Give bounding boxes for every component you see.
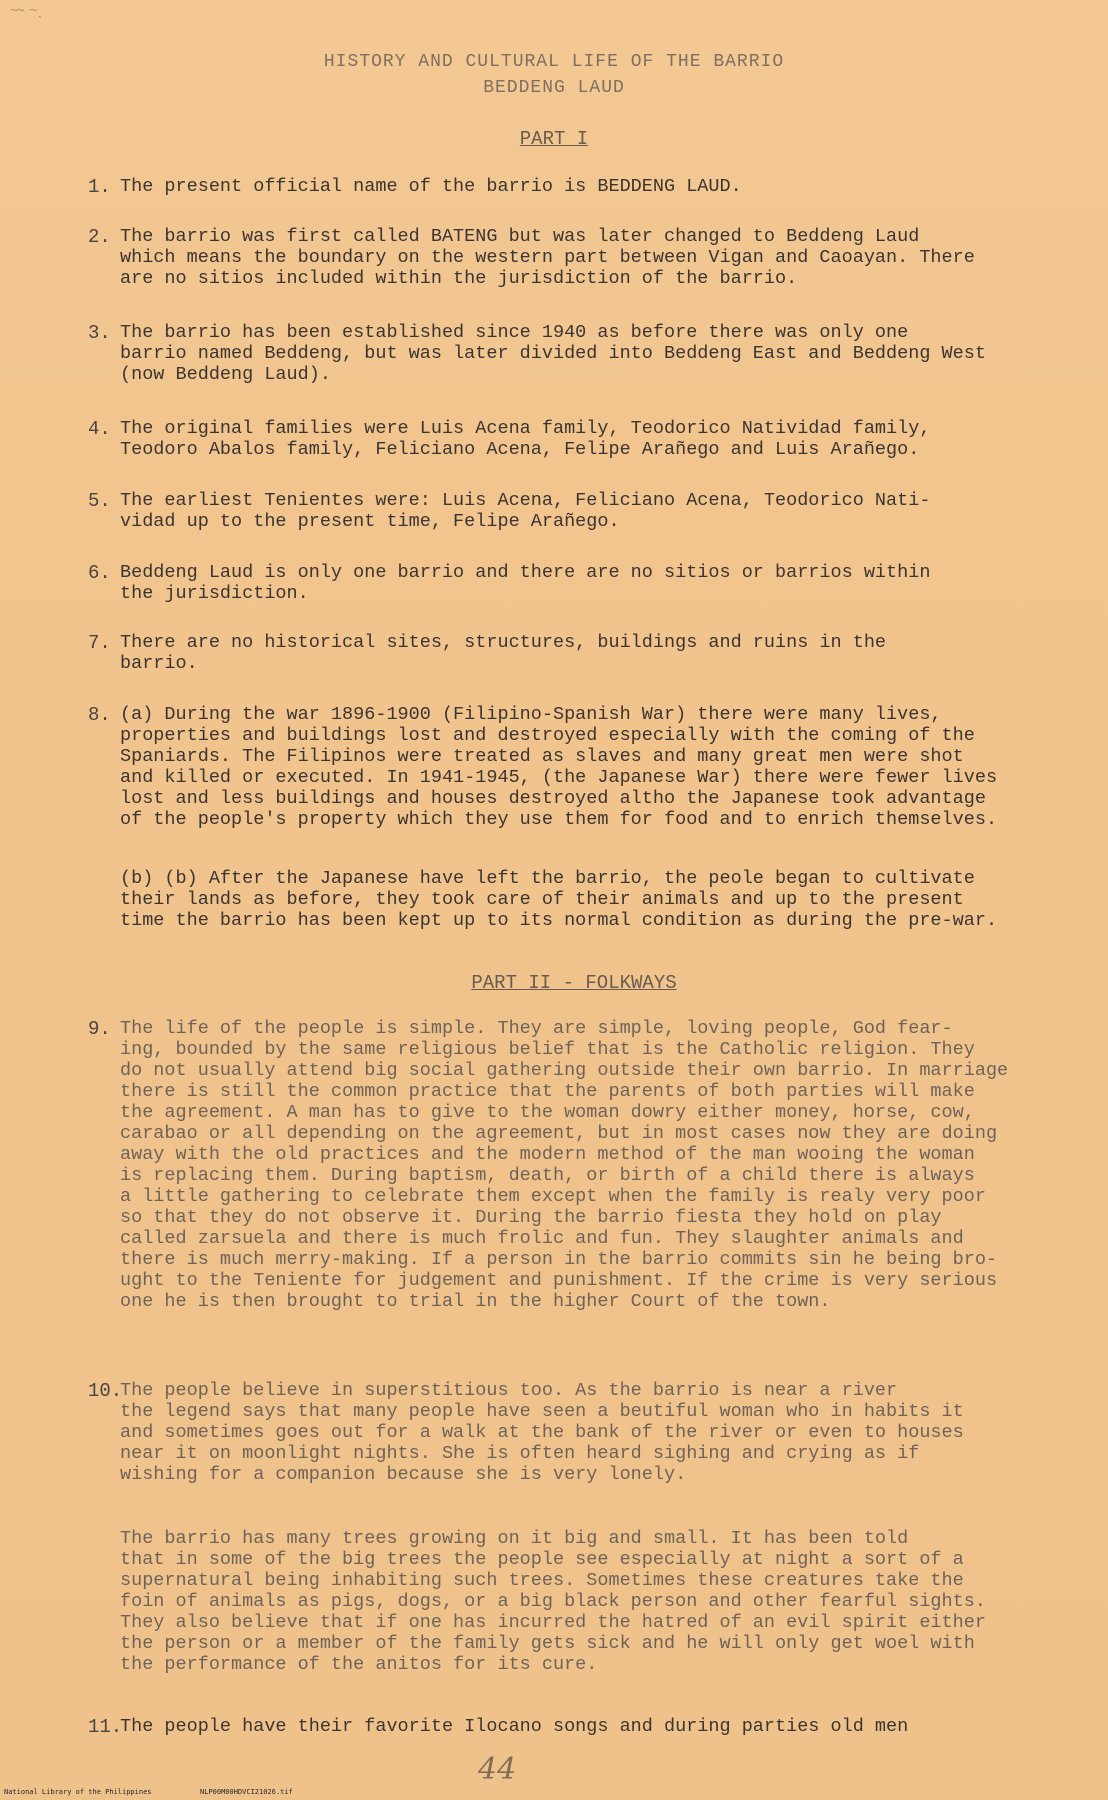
item-text: There are no historical sites, structures, buildings and ruins in the barrio. xyxy=(120,632,887,674)
item-text: The original families were Luis Acena family, Teodorico Natividad family, Teodoro Abalos family, Feliciano Acena, Felipe Arañego and Luis Arañego. xyxy=(120,418,931,460)
item-number: 3. xyxy=(88,322,111,344)
footer-library-credit: National Library of the Philippines xyxy=(4,1788,152,1796)
item-text: The barrio has been established since 1940 as before there was only one barrio named Beddeng, but was later divided into Beddeng East and Beddeng West (now Beddeng Laud). xyxy=(120,322,986,385)
item-number: 8. xyxy=(88,704,111,726)
title-line-1: HISTORY AND CULTURAL LIFE OF THE BARRIO xyxy=(323,52,785,72)
part-2-heading: PART II - FOLKWAYS xyxy=(471,972,677,994)
item-number: 1. xyxy=(88,176,111,198)
item-number: 5. xyxy=(88,490,111,512)
item-number: 9. xyxy=(88,1018,111,1040)
item-text: The people have their favorite Ilocano songs and during parties old men xyxy=(120,1716,909,1737)
item-text: The barrio was first called BATENG but was later changed to Beddeng Laud which means the boundary on the western part between Vigan and Caoayan. There are no sitios included within the jurisdiction of the barrio. xyxy=(120,226,975,289)
item-text: Beddeng Laud is only one barrio and there are no sitios or barrios within the jurisdiction. xyxy=(120,562,931,604)
item-number: 11. xyxy=(88,1716,123,1738)
handwritten-page-number: 44 xyxy=(478,1752,517,1787)
item-number: 6. xyxy=(88,562,111,584)
item-text: (b) (b) After the Japanese have left the barrio, the peole began to cultivate their lands as before, they took care of their animals and up to the present time the barrio has been kept up to its normal condition as during the pre-war. xyxy=(120,868,998,931)
item-number: 10. xyxy=(88,1380,123,1402)
item-text: The present official name of the barrio is BEDDENG LAUD. xyxy=(120,176,742,197)
footer-file-name: NLP00M00HDVCI21026.tif xyxy=(200,1788,293,1796)
part-1-heading: PART I xyxy=(519,128,589,150)
corner-scribble: ~~ ~ˎ xyxy=(10,4,43,20)
item-text: The people believe in superstitious too. As the barrio is near a river the legend says that many people have seen a beutiful woman who in habits it and sometimes goes out for a walk at the bank of the river or even to houses near it on moonlight nights. She is often heard sighing and crying as if wishing for a companion because she is very lonely. xyxy=(120,1380,964,1485)
item-text: The earliest Tenientes were: Luis Acena, Feliciano Acena, Teodorico Nati- vidad up to the present time, Felipe Arañego. xyxy=(120,490,931,532)
title-line-2: BEDDENG LAUD xyxy=(483,78,625,98)
item-text: (a) During the war 1896-1900 (Filipino-Spanish War) there were many lives, properties and buildings lost and destroyed especially with the coming of the Spaniards. The Filipinos were treated as slaves and many great men were shot and killed or executed. In 1941-1945, (the Japanese War) there were fewer lives lost and less buildings and houses destroyed altho the Japanese took advantage of the people's property which they use them for food and to enrich themselves. xyxy=(120,704,998,830)
item-text: The barrio has many trees growing on it big and small. It has been told that in some of the big trees the people see especially at night a sort of a supernatural being inhabiting such trees. Sometimes these creatures take the foin of animals as pigs, dogs, or a big black person and other fearful sights. They also believe that if one has incurred the hatred of an evil spirit either the person or a member of the family gets sick and he will only get woel with the performance of the anitos for its cure. xyxy=(120,1528,986,1675)
item-number: 4. xyxy=(88,418,111,440)
item-text: The life of the people is simple. They are simple, loving people, God fear- ing, bounded by the same religious belief that is the Catholic religion. They do not usually attend big social gathering outside their own barrio. In marriage there is still the common practice that the parents of both parties will make the agreement. A man has to give to the woman dowry either money, horse, cow, carabao or all depending on the agreement, but in most cases now they are doing away with the old practices and the modern method of the man wooing the woman is replacing them. During baptism, death, or birth of a child there is always a little gathering to celebrate them except when the family is realy very poor so that they do not observe it. During the barrio fiesta they hold on play called zarsuela and there is much frolic and fun. They slaughter animals and there is much merry-making. If a person in the barrio commits sin he being bro- ught to the Teniente for judgement and punishment. If the crime is very serious one he is then brought to trial in the higher Court of the town. xyxy=(120,1018,1009,1312)
item-number: 2. xyxy=(88,226,111,248)
item-number: 7. xyxy=(88,632,111,654)
